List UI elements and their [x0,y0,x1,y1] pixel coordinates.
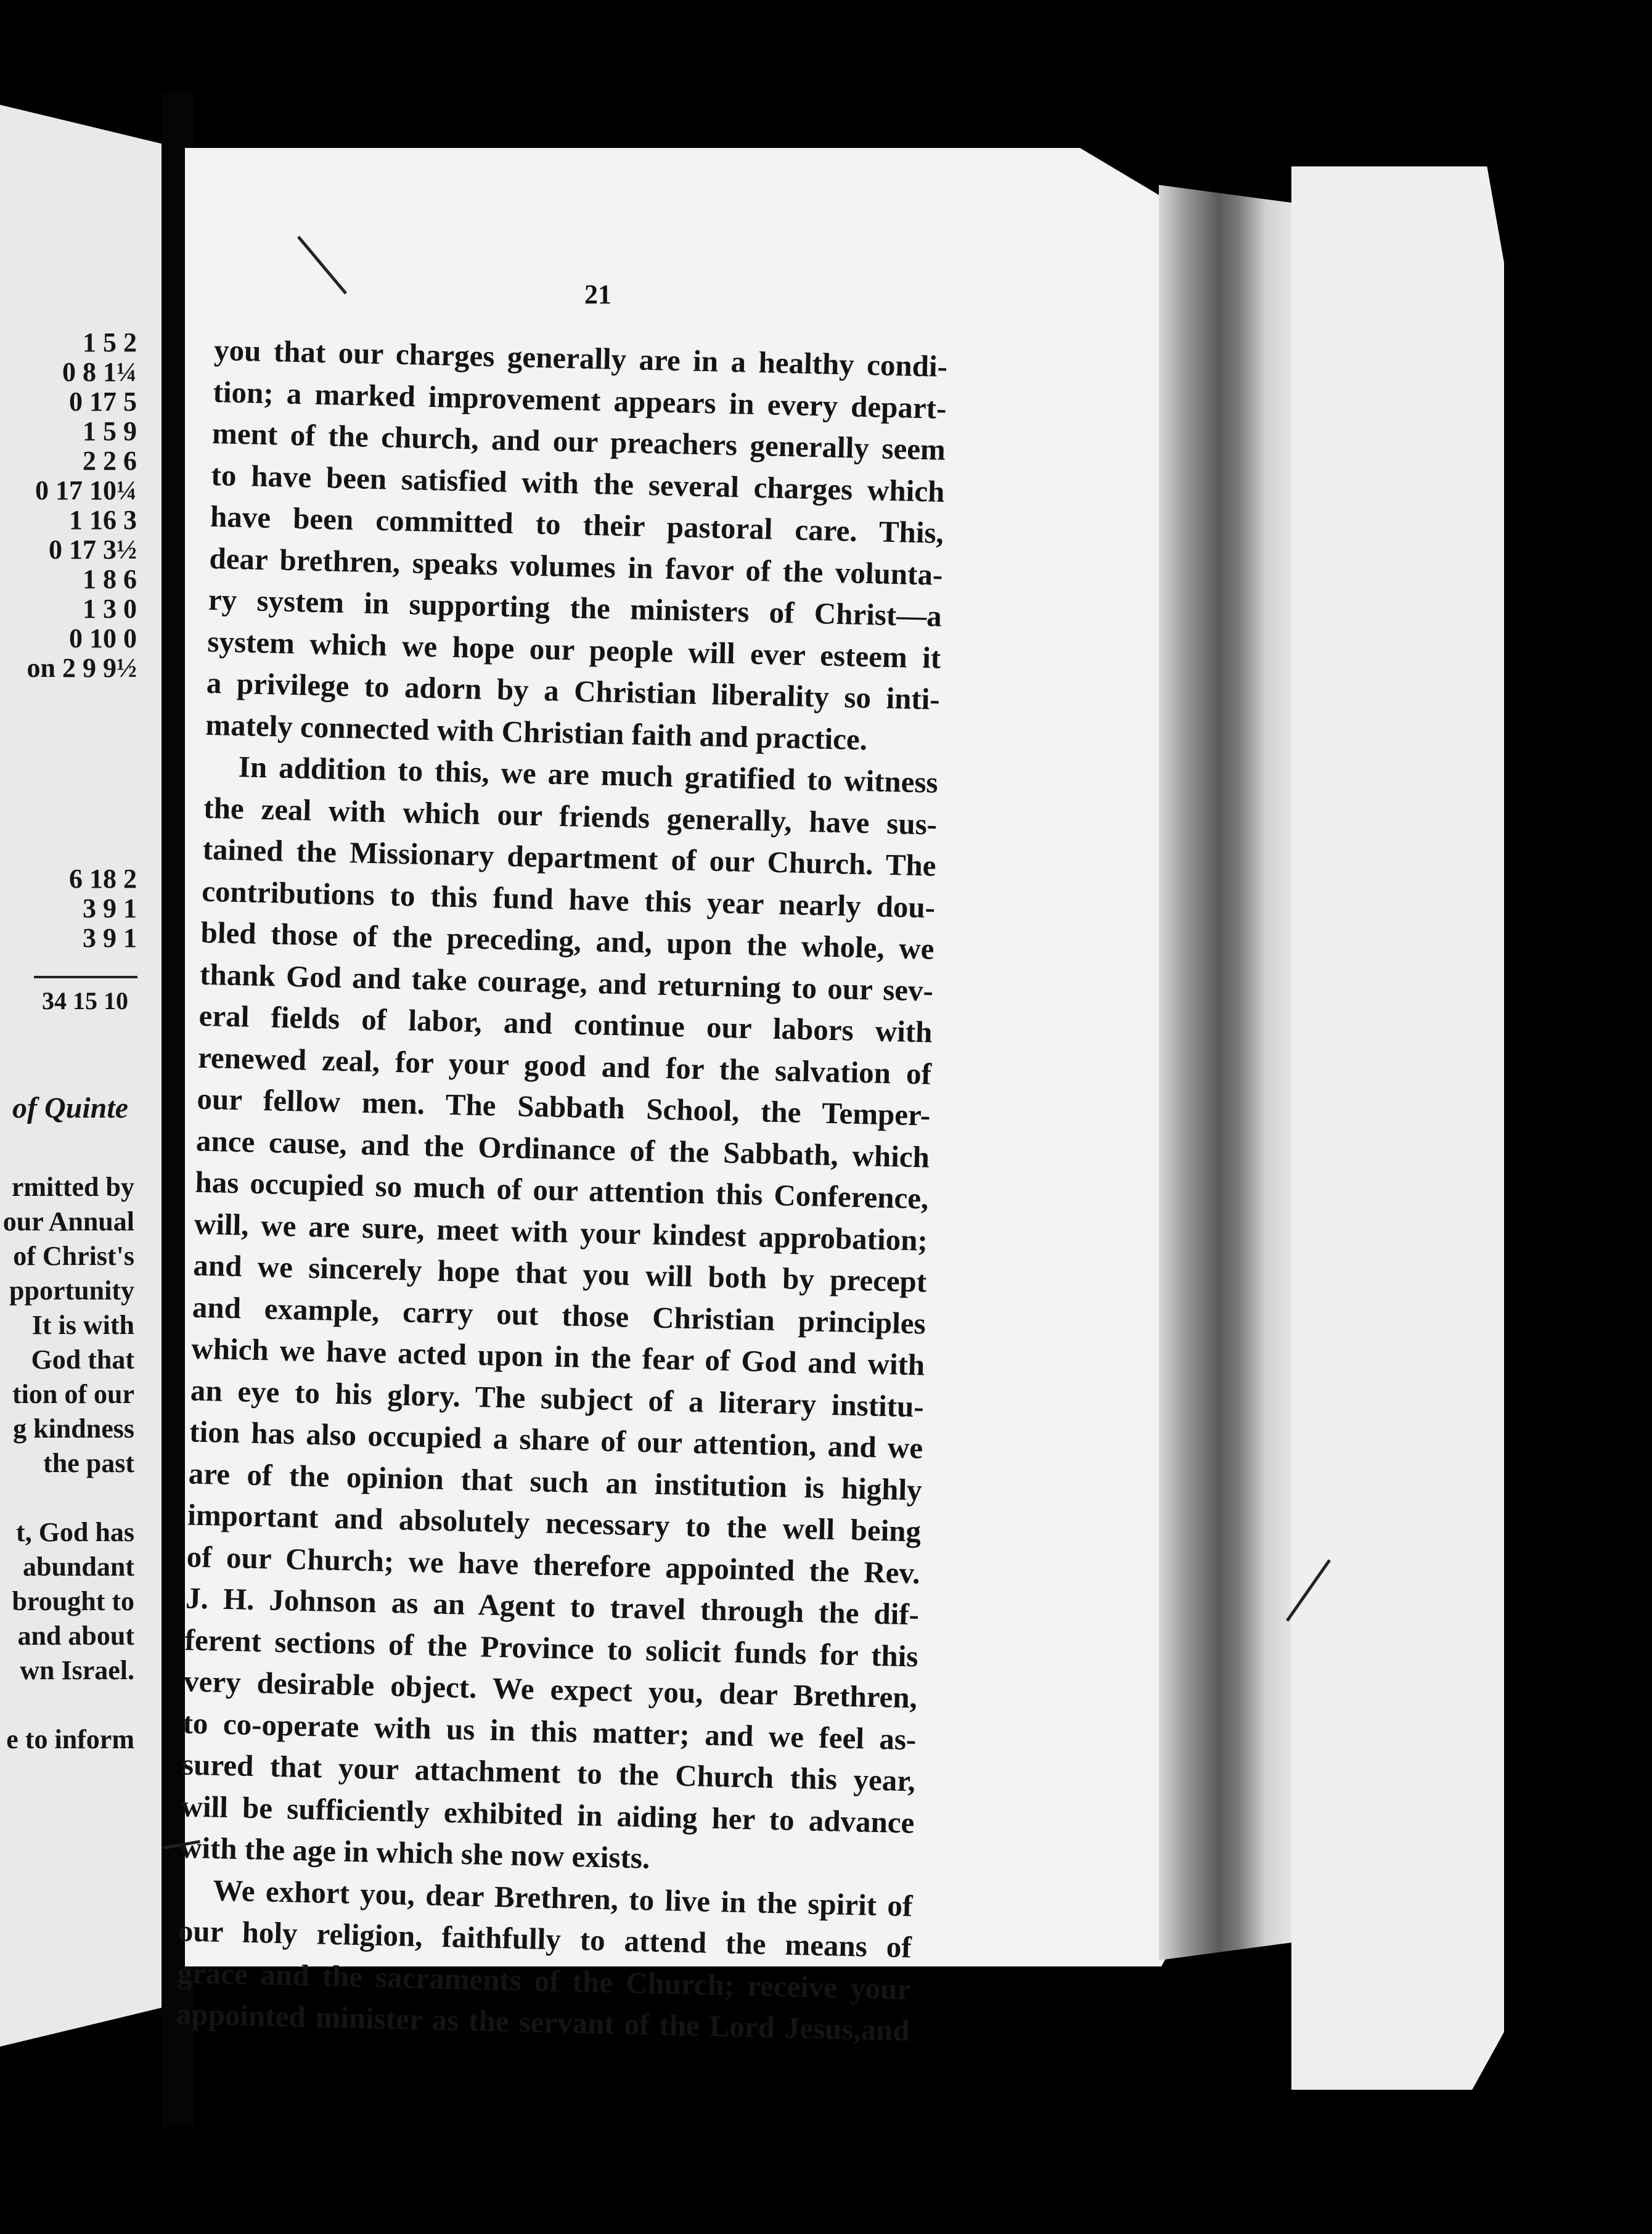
text-line: our fellow men. The Sabbath School, the Temper- [197,1081,931,1132]
text-line: to co-operate with us in this matter; and we feel as- [182,1705,917,1756]
text-line: tion has also occupied a share of our attention, and we [189,1414,923,1465]
text-line: and we sincerely hope that you will both by precept [192,1248,927,1299]
text-line: bled those of the preceding, and, upon the whole, we [200,915,935,966]
table-row: 1 5 9 [83,416,137,446]
text-line: sured that your attachment to the Church this year, [181,1747,916,1798]
text-fragment: and about [17,1621,134,1651]
table-row: 2 2 6 [83,446,137,476]
text-line: system which we hope our people will ever esteem it [206,624,941,675]
text-line: of our Church; we have therefore appointed the Rev. [186,1539,921,1590]
text-line: important and absolutely necessary to the well being [187,1497,922,1549]
table-total: 34 15 10 [42,987,128,1015]
text-line: ry system in supporting the ministers of Christ—a [208,582,943,633]
text-line: J. H. Johnson as an Agent to travel through the dif- [185,1581,920,1632]
text-fragment: pportunity [9,1275,134,1306]
page-number: 21 [584,279,611,309]
text-fragment: God that [31,1344,134,1375]
table-row: 3 9 1 [83,923,137,953]
text-line: renewed zeal, for your good and for the salvation of [197,1040,932,1091]
text-line: ferent sections of the Province to solicit funds for this [184,1622,919,1673]
text-fragment: wn Israel. [20,1655,134,1685]
table-row: 1 5 2 [83,327,137,358]
table-row: on 2 9 9½ [27,653,137,683]
text-line: eral fields of labor, and continue our labors with [198,998,933,1049]
text-line: a privilege to adorn by a Christian liberality so inti- [206,665,941,716]
cover-edge [1291,166,1504,2090]
text-line: has occupied so much of our attention this Conference, [194,1164,929,1216]
text-line: an eye to his glory. The subject of a literary institu- [190,1373,925,1424]
text-fragment: abundant [22,1552,134,1582]
text-line: We exhort you, dear Brethren, to live in the spirit of [212,1873,913,1923]
text-line: the zeal with which our friends generally, have sus- [203,790,938,841]
text-line: ment of the church, and our preachers generally seem [211,415,946,467]
text-line: to have been satisfied with the several charges which [211,457,945,509]
text-line: will, we are sure, meet with your kindest approbation; [194,1206,928,1258]
left-table-2 [0,863,137,962]
total-rule [34,976,137,978]
text-line: our holy religion, faithfully to attend the means of [178,1913,912,1965]
text-line: tion; a marked improvement appears in every depart- [213,374,947,425]
table-row: 1 3 0 [83,594,137,624]
text-fragment: t, God has [16,1517,134,1547]
text-fragment: of Christ's [13,1241,134,1271]
text-line: tained the Missionary department of our Church. The [202,832,937,883]
table-row: 6 18 2 [69,864,137,894]
left-paragraph-fragments [0,1171,134,1788]
text-fragment: g kindness [13,1414,134,1444]
text-fragment: the past [43,1448,134,1478]
text-fragment: e to inform [6,1724,134,1754]
text-line: you that our charges generally are in a healthy condi- [213,332,948,383]
text-line: dear brethren, speaks volumes in favor of the volunta- [208,541,943,592]
left-table [0,327,137,697]
text-line: mately connected with Christian faith and practice. [205,707,868,756]
text-line: ance cause, and the Ordinance of the Sabbath, which [195,1123,930,1174]
table-row: 1 8 6 [83,564,137,594]
table-row: 3 9 1 [83,893,137,923]
table-row: 0 17 3½ [49,534,137,565]
text-line: with the age in which she now exists. [179,1830,650,1875]
text-line: which we have acted upon in the fear of God and with [190,1331,925,1382]
text-fragment: brought to [12,1586,134,1616]
text-line: In addition to this, we are much gratified to witness [238,750,939,800]
text-line: and example, carry out those Christian principles [192,1290,926,1341]
page-edges [1159,185,1291,1960]
text-fragment: It is with [31,1310,134,1340]
text-fragment: rmitted by [11,1172,134,1202]
left-heading-fragment: of Quinte [12,1092,129,1124]
text-line: appointed minister as the servant of the Lord Jesus,and [176,1997,910,2048]
text-line: thank God and take courage, and returning to our sev- [199,957,934,1008]
table-row: 1 16 3 [69,505,137,535]
text-line: contributions to this fund have this year nearly dou- [201,874,936,925]
text-line: grace and the sacraments of the Church; receive your [176,1955,911,2006]
text-fragment: our Annual [2,1206,134,1237]
table-row: 0 17 10¼ [35,475,137,505]
table-row: 0 8 1¼ [62,357,137,387]
page-body [176,329,947,2052]
text-fragment: tion of our [12,1379,134,1409]
text-line: very desirable object. We expect you, dear Brethren, [183,1664,918,1715]
text-line: have been committed to their pastoral care. This, [210,499,944,550]
text-line: are of the opinion that such an institution is highly [188,1456,923,1507]
text-line: will be sufficiently exhibited in aiding her to advance [181,1788,915,1839]
table-row: 0 17 5 [69,387,137,417]
table-row: 0 10 0 [69,623,137,653]
